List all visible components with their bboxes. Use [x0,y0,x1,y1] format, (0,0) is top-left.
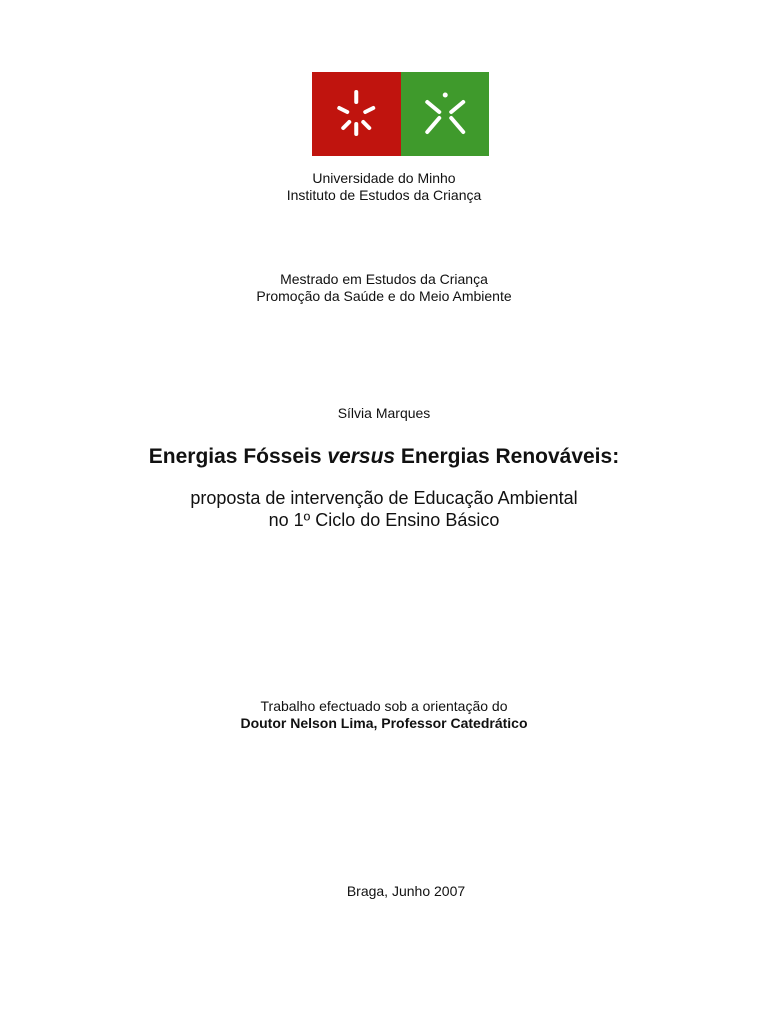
specialization-name: Promoção da Saúde e do Meio Ambiente [256,288,512,304]
logo-green-panel [401,72,490,156]
thesis-title [0,444,768,470]
university-name: Universidade do Minho [312,170,456,186]
thesis-subtitle-line2: no 1º Ciclo do Ensino Básico [268,510,500,530]
place-date: Braga, Junho 2007 [346,883,466,899]
supervisor-name: Doutor Nelson Lima, Professor Catedrático [240,715,528,731]
thesis-title-italic: versus [327,445,396,468]
thesis-subtitle-line1: proposta de intervenção de Educação Ambiental [190,488,578,508]
thesis-title-part1: Energias Fósseis [148,445,328,468]
institute-name: Instituto de Estudos da Criança [286,187,482,203]
thesis-title-part2: Energias Renováveis: [395,445,620,468]
logo-red-panel [312,72,401,156]
university-logo [312,72,489,156]
logo-right-mark-icon [401,72,490,156]
logo-left-mark-icon [312,72,401,156]
degree-name: Mestrado em Estudos da Criança [280,271,488,287]
author-name: Sílvia Marques [337,405,431,421]
supervision-intro: Trabalho efectuado sob a orientação do [260,698,508,714]
